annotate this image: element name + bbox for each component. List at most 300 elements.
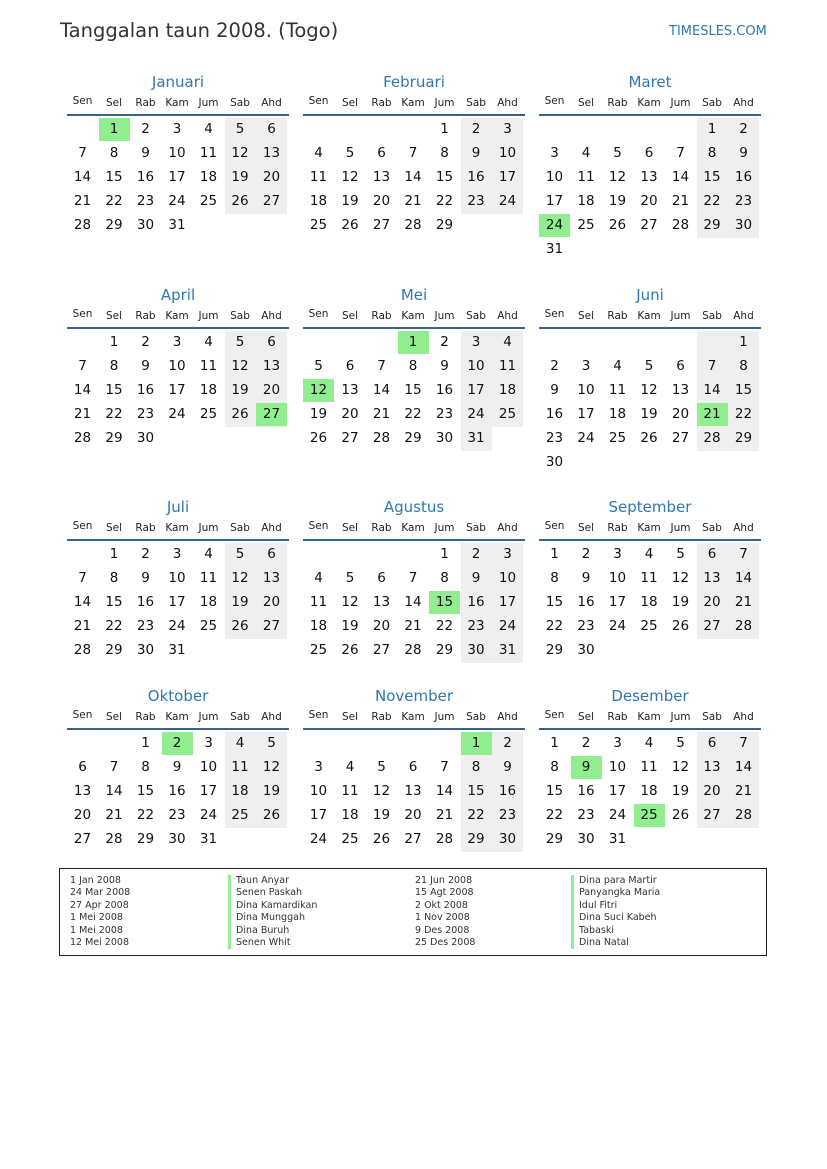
day-cell: 4: [314, 145, 323, 161]
day-cell: 28: [73, 642, 92, 658]
weekday-header: Rab: [371, 97, 392, 109]
day-cell: 12: [608, 169, 627, 185]
weekday-header: Ahd: [497, 522, 518, 534]
day-cell: 26: [671, 807, 690, 823]
day-cell: 21: [73, 406, 92, 422]
day-cell: 25: [199, 618, 218, 634]
weekday-header: Kam: [165, 522, 189, 534]
holiday-date: 1 Jan 2008: [70, 875, 121, 886]
holiday-name: Dina Munggah: [228, 912, 317, 924]
day-cell: 20: [262, 382, 281, 398]
day-cell: 27: [262, 618, 281, 634]
day-cell: 25: [341, 831, 359, 847]
month-name: Februari: [383, 73, 445, 91]
weekday-header: Ahd: [733, 522, 754, 534]
day-cell: 10: [545, 169, 564, 185]
day-cell: 31: [545, 241, 564, 257]
day-cell: 1: [550, 546, 559, 562]
holiday-name: Panyangka Maria: [571, 887, 660, 899]
day-cell: 24: [168, 193, 186, 209]
day-cell: 30: [467, 642, 485, 658]
day-cell: 26: [341, 642, 359, 658]
page-title: Tanggalan taun 2008. (Togo): [60, 19, 339, 42]
day-cell: 4: [314, 570, 323, 586]
holiday-date: 1 Nov 2008: [415, 912, 470, 924]
month-name: April: [160, 286, 196, 304]
holiday-name: Tabaski: [571, 925, 660, 937]
day-cell: 6: [345, 358, 355, 374]
day-cell: 21: [435, 807, 454, 823]
holiday-date: 21 Jun 2008: [415, 875, 473, 886]
day-cell: 2: [471, 121, 481, 137]
day-cell: 7: [707, 358, 717, 374]
day-cell: 23: [498, 807, 517, 823]
day-cell: 2: [471, 546, 481, 562]
day-cell: 14: [734, 570, 753, 586]
weekday-header: Sab: [230, 310, 250, 322]
holiday-day-cell: 25: [634, 804, 665, 827]
day-cell: 1: [707, 121, 717, 137]
day-cell: 2: [581, 546, 591, 562]
weekday-header: Sel: [105, 522, 123, 534]
day-cell: 28: [404, 642, 422, 658]
day-cell: 18: [309, 618, 328, 634]
day-cell: 22: [105, 193, 123, 209]
holiday-names-col-1: [228, 875, 317, 949]
day-cell: 20: [404, 807, 422, 823]
day-cell: 13: [262, 570, 281, 586]
day-cell: 11: [341, 783, 359, 799]
day-cell: 18: [199, 169, 218, 185]
day-cell: 11: [640, 570, 658, 586]
day-cell: 18: [309, 193, 328, 209]
header-rule: [303, 539, 525, 541]
weekday-header: Sen: [72, 95, 93, 107]
day-cell: 13: [372, 169, 391, 185]
day-cell: 28: [703, 430, 721, 446]
day-cell: 29: [545, 642, 564, 658]
holiday-day-cell: 27: [256, 403, 287, 426]
day-cell: 6: [267, 546, 276, 562]
day-cell: 26: [309, 430, 328, 446]
day-cell: 7: [408, 570, 418, 586]
day-cell: 12: [231, 570, 249, 586]
weekday-header: Rab: [135, 310, 156, 322]
day-cell: 12: [341, 594, 359, 610]
weekday-header: Kam: [637, 711, 661, 723]
day-cell: 8: [109, 570, 119, 586]
header-rule: [303, 114, 525, 116]
day-cell: 1: [109, 546, 119, 562]
day-cell: 16: [136, 169, 155, 185]
holiday-name: Taun Anyar: [228, 875, 317, 887]
weekday-header: Sab: [466, 522, 486, 534]
header-rule: [539, 327, 761, 329]
weekday-header: Sab: [702, 711, 722, 723]
day-cell: 5: [267, 735, 276, 751]
weekday-header: Sab: [466, 97, 486, 109]
day-cell: 5: [676, 546, 685, 562]
day-cell: 27: [703, 807, 721, 823]
day-cell: 31: [168, 217, 186, 233]
day-cell: 24: [608, 807, 627, 823]
day-cell: 4: [345, 759, 355, 775]
day-cell: 7: [440, 759, 449, 775]
day-cell: 27: [404, 831, 422, 847]
day-cell: 1: [440, 121, 449, 137]
day-cell: 24: [577, 430, 595, 446]
day-cell: 10: [199, 759, 218, 775]
day-cell: 8: [440, 145, 449, 161]
day-cell: 11: [309, 169, 328, 185]
day-cell: 20: [640, 193, 658, 209]
day-cell: 30: [734, 217, 753, 233]
day-cell: 23: [168, 807, 186, 823]
day-cell: 7: [78, 145, 87, 161]
day-cell: 16: [734, 169, 753, 185]
weekday-header: Sen: [544, 520, 565, 532]
day-cell: 30: [168, 831, 186, 847]
day-cell: 5: [644, 358, 654, 374]
weekday-header: Jum: [434, 310, 455, 322]
day-cell: 25: [199, 406, 218, 422]
day-cell: 25: [309, 217, 328, 233]
holiday-name: Dina para Martir: [571, 875, 660, 887]
header-rule: [67, 327, 289, 329]
day-cell: 16: [168, 783, 186, 799]
weekday-header: Sen: [544, 95, 565, 107]
weekday-header: Rab: [607, 97, 628, 109]
month-name: Mei: [400, 286, 428, 304]
day-cell: 19: [231, 382, 249, 398]
weekday-header: Rab: [607, 310, 628, 322]
day-cell: 14: [372, 382, 391, 398]
day-cell: 11: [640, 759, 658, 775]
day-cell: 19: [671, 783, 690, 799]
day-cell: 28: [734, 618, 753, 634]
day-cell: 21: [734, 594, 753, 610]
day-cell: 11: [199, 145, 218, 161]
day-cell: 31: [199, 831, 218, 847]
holiday-name: Senen Paskah: [228, 887, 317, 899]
month-name: Januari: [151, 73, 205, 91]
day-cell: 24: [309, 831, 328, 847]
holiday-date: 12 Mei 2008: [70, 936, 129, 948]
day-cell: 27: [341, 430, 359, 446]
day-cell: 12: [372, 783, 391, 799]
weekday-header: Ahd: [497, 711, 518, 723]
day-cell: 15: [467, 783, 485, 799]
header-rule: [303, 327, 525, 329]
day-cell: 29: [105, 217, 123, 233]
weekday-header: Jum: [434, 711, 455, 723]
day-cell: 1: [739, 334, 748, 350]
weekday-header: Sen: [544, 709, 565, 721]
weekday-header: Rab: [371, 310, 392, 322]
day-cell: 7: [78, 570, 87, 586]
day-cell: 26: [231, 406, 249, 422]
holiday-names-col-2: [571, 875, 660, 949]
weekday-header: Sel: [105, 310, 123, 322]
day-cell: 21: [671, 193, 690, 209]
day-cell: 21: [73, 193, 92, 209]
day-cell: 8: [440, 570, 449, 586]
weekday-header: Kam: [165, 711, 189, 723]
day-cell: 30: [577, 831, 595, 847]
weekday-header: Jum: [670, 711, 691, 723]
day-cell: 21: [105, 807, 123, 823]
day-cell: 10: [168, 570, 186, 586]
day-cell: 18: [640, 783, 658, 799]
day-cell: 6: [676, 358, 685, 374]
day-cell: 30: [136, 642, 155, 658]
weekday-header: Kam: [401, 97, 425, 109]
day-cell: 26: [640, 430, 658, 446]
day-cell: 6: [267, 121, 276, 137]
day-cell: 21: [372, 406, 391, 422]
day-cell: 1: [141, 735, 150, 751]
weekday-header: Sen: [72, 520, 93, 532]
weekday-header: Ahd: [261, 522, 282, 534]
day-cell: 19: [341, 618, 359, 634]
day-cell: 11: [577, 169, 595, 185]
day-cell: 4: [235, 735, 245, 751]
weekday-header: Jum: [198, 522, 219, 534]
day-cell: 29: [105, 642, 123, 658]
day-cell: 20: [703, 594, 721, 610]
day-cell: 19: [231, 169, 249, 185]
day-cell: 6: [707, 546, 717, 562]
weekday-header: Sen: [308, 520, 329, 532]
holiday-name: Senen Whit: [228, 937, 317, 949]
day-cell: 6: [78, 759, 87, 775]
day-cell: 7: [78, 358, 87, 374]
day-cell: 23: [577, 807, 595, 823]
day-cell: 9: [141, 145, 150, 161]
weekday-header: Ahd: [261, 310, 282, 322]
day-cell: 27: [372, 642, 391, 658]
day-cell: 23: [467, 193, 485, 209]
day-cell: 7: [408, 145, 418, 161]
day-cell: 9: [581, 570, 591, 586]
day-cell: 18: [231, 783, 249, 799]
day-cell: 11: [309, 594, 328, 610]
day-cell: 19: [231, 594, 249, 610]
day-cell: 8: [109, 145, 119, 161]
day-cell: 16: [498, 783, 517, 799]
weekday-header: Kam: [637, 310, 661, 322]
day-cell: 20: [262, 594, 281, 610]
day-cell: 29: [136, 831, 155, 847]
weekday-header: Jum: [670, 522, 691, 534]
weekday-header: Kam: [401, 310, 425, 322]
weekday-header: Rab: [135, 522, 156, 534]
day-cell: 22: [734, 406, 753, 422]
day-cell: 10: [608, 570, 627, 586]
day-cell: 16: [136, 382, 155, 398]
day-cell: 18: [341, 807, 359, 823]
day-cell: 20: [341, 406, 359, 422]
day-cell: 10: [309, 783, 328, 799]
day-cell: 31: [608, 831, 627, 847]
day-cell: 13: [703, 759, 721, 775]
day-cell: 2: [141, 121, 150, 137]
day-cell: 4: [503, 334, 512, 350]
day-cell: 16: [435, 382, 454, 398]
day-cell: 8: [109, 358, 119, 374]
day-cell: 5: [235, 121, 245, 137]
holiday-day-cell: 21: [697, 403, 728, 426]
day-cell: 22: [467, 807, 485, 823]
day-cell: 29: [105, 430, 123, 446]
day-cell: 13: [404, 783, 422, 799]
day-cell: 17: [309, 807, 328, 823]
weekday-header: Rab: [371, 522, 392, 534]
day-cell: 10: [498, 570, 517, 586]
day-cell: 2: [581, 735, 591, 751]
day-cell: 20: [372, 618, 391, 634]
day-cell: 9: [141, 570, 150, 586]
day-cell: 17: [168, 594, 186, 610]
holiday-name: Idul Fitri: [571, 900, 660, 912]
day-cell: 14: [734, 759, 753, 775]
holiday-day-cell: 1: [398, 331, 429, 354]
weekday-header: Ahd: [733, 711, 754, 723]
day-cell: 25: [577, 217, 595, 233]
day-cell: 18: [498, 382, 517, 398]
day-cell: 23: [136, 193, 155, 209]
weekday-header: Sen: [308, 308, 329, 320]
day-cell: 13: [703, 570, 721, 586]
day-cell: 19: [262, 783, 281, 799]
day-cell: 19: [640, 406, 658, 422]
day-cell: 6: [408, 759, 418, 775]
weekday-header: Sel: [577, 310, 595, 322]
weekday-header: Kam: [637, 522, 661, 534]
day-cell: 22: [703, 193, 721, 209]
day-cell: 31: [467, 430, 485, 446]
day-cell: 16: [577, 594, 595, 610]
day-cell: 3: [172, 334, 182, 350]
day-cell: 14: [73, 594, 92, 610]
day-cell: 3: [204, 735, 213, 751]
day-cell: 25: [640, 618, 658, 634]
day-cell: 20: [262, 169, 281, 185]
day-cell: 15: [545, 783, 564, 799]
day-cell: 25: [498, 406, 517, 422]
day-cell: 18: [640, 594, 658, 610]
month-name: Agustus: [383, 498, 445, 516]
weekday-header: Kam: [401, 711, 425, 723]
weekday-header: Sel: [577, 711, 595, 723]
day-cell: 9: [550, 382, 559, 398]
holiday-date: 1 Mei 2008: [70, 924, 123, 936]
holiday-dates-col-2: [415, 875, 475, 949]
day-cell: 23: [435, 406, 454, 422]
day-cell: 10: [498, 145, 517, 161]
day-cell: 4: [644, 546, 654, 562]
day-cell: 4: [581, 145, 591, 161]
day-cell: 7: [739, 546, 748, 562]
day-cell: 31: [498, 642, 517, 658]
holiday-day-cell: 2: [162, 732, 193, 755]
weekday-header: Jum: [198, 711, 219, 723]
day-cell: 30: [498, 831, 517, 847]
day-cell: 21: [404, 193, 422, 209]
day-cell: 29: [435, 642, 454, 658]
weekday-header: Rab: [607, 711, 628, 723]
day-cell: 24: [168, 618, 186, 634]
header-rule: [67, 114, 289, 116]
holiday-day-cell: 9: [571, 756, 602, 779]
day-cell: 5: [613, 145, 622, 161]
day-cell: 1: [440, 546, 449, 562]
site-brand-link[interactable]: TIMESLES.COM: [669, 24, 767, 39]
holiday-date: 24 Mar 2008: [70, 887, 131, 899]
day-cell: 22: [105, 618, 123, 634]
day-cell: 11: [608, 382, 627, 398]
day-cell: 6: [377, 570, 386, 586]
day-cell: 21: [404, 618, 422, 634]
day-cell: 5: [676, 735, 685, 751]
day-cell: 16: [577, 783, 595, 799]
day-cell: 27: [671, 430, 690, 446]
day-cell: 11: [199, 358, 218, 374]
weekday-header: Sel: [577, 97, 595, 109]
day-cell: 2: [739, 121, 748, 137]
day-cell: 12: [262, 759, 281, 775]
day-cell: 6: [267, 334, 276, 350]
day-cell: 26: [341, 217, 359, 233]
day-cell: 13: [372, 594, 391, 610]
day-cell: 14: [73, 169, 92, 185]
month-name: Desember: [611, 687, 689, 705]
day-cell: 23: [577, 618, 595, 634]
holiday-date: 1 Mei 2008: [70, 912, 123, 924]
header-rule: [303, 728, 525, 730]
day-cell: 7: [676, 145, 685, 161]
holiday-date: 25 Des 2008: [415, 936, 476, 948]
day-cell: 27: [372, 217, 391, 233]
day-cell: 5: [345, 570, 355, 586]
day-cell: 10: [608, 759, 627, 775]
day-cell: 12: [231, 145, 249, 161]
day-cell: 22: [545, 618, 564, 634]
day-cell: 17: [577, 406, 595, 422]
day-cell: 28: [372, 430, 391, 446]
day-cell: 8: [550, 570, 559, 586]
day-cell: 11: [231, 759, 249, 775]
day-cell: 29: [404, 430, 422, 446]
holiday-date: 2 Okt 2008: [415, 899, 468, 911]
day-cell: 4: [204, 546, 213, 562]
day-cell: 24: [199, 807, 218, 823]
weekday-header: Sen: [544, 308, 565, 320]
holiday-name: Dina Buruh: [228, 925, 317, 937]
day-cell: 10: [467, 358, 485, 374]
header-rule: [539, 114, 761, 116]
day-cell: 5: [345, 145, 355, 161]
weekday-header: Sab: [466, 310, 486, 322]
day-cell: 26: [231, 193, 249, 209]
day-cell: 21: [73, 618, 92, 634]
weekday-header: Sel: [341, 711, 359, 723]
holiday-day-cell: 24: [539, 214, 570, 237]
day-cell: 22: [136, 807, 155, 823]
day-cell: 8: [550, 759, 559, 775]
weekday-header: Ahd: [497, 310, 518, 322]
day-cell: 29: [467, 831, 485, 847]
